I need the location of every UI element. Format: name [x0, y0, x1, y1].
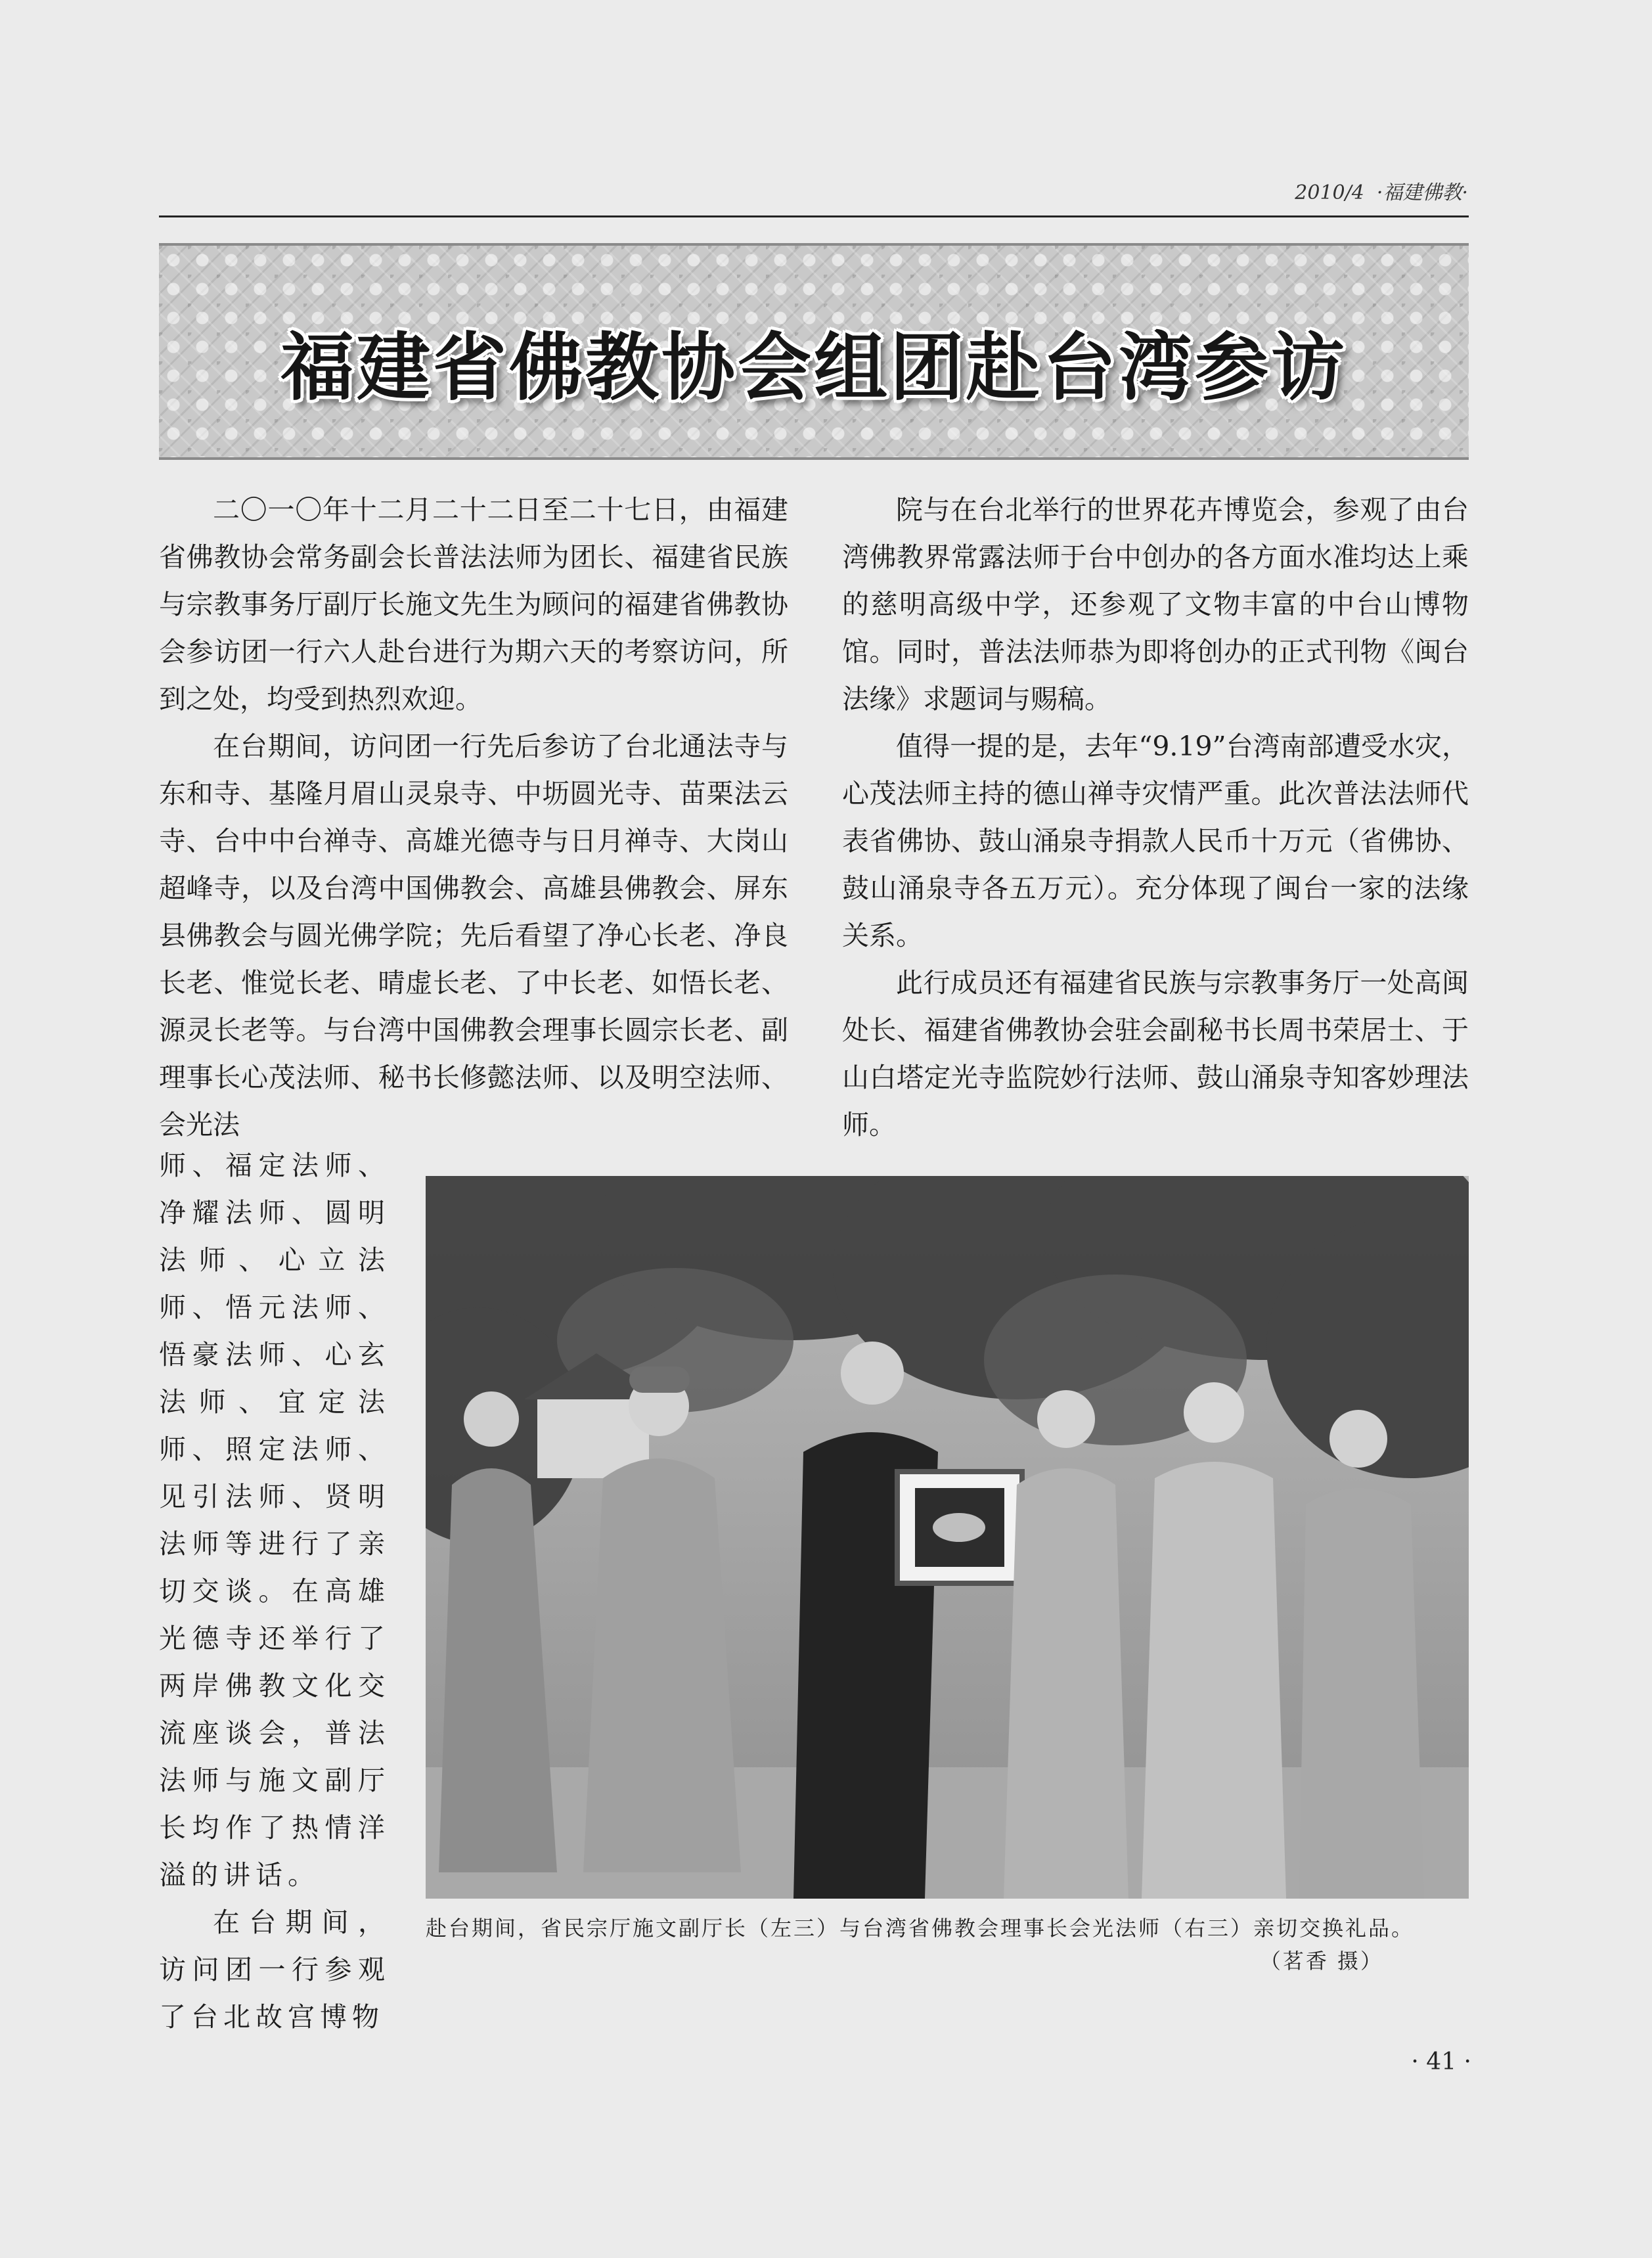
paragraph: 在台期间，访问团一行参观了台北故宫博物: [159, 1907, 390, 2033]
paragraph: 二〇一〇年十二月二十二日至二十七日，由福建省佛教协会常务副会长普法法师为团长、福建省民族与宗教事务厅副厅长施文先生为顾问的福建省佛教协会参访团一行六人赴台进行为期六天的考察访问，所到之处，均受到热烈欢迎。: [159, 494, 788, 715]
framed-gift: [897, 1472, 1022, 1583]
paragraph: 院与在台北举行的世界花卉博览会，参观了由台湾佛教界常露法师于台中创办的各方面水准均达上乘的慈明高级中学，还参观了文物丰富的中台山博物馆。同时，普法法师恭为即将创办的正式刊物《闽台法缘》求题词与赐稿。: [842, 494, 1469, 715]
issue-number: 2010/4: [1295, 181, 1364, 204]
photo-credit: （茗香 摄）: [1259, 1949, 1383, 1974]
photo-illustration: [426, 1176, 1469, 1899]
running-header: [1182, 176, 1468, 205]
paragraph: 师、福定法师、净耀法师、圆明法师、心立法师、悟元法师、悟豪法师、心玄法师、宜定法师、照定法师、见引法师、贤明法师等进行了亲切交谈。在高雄光德寺还举行了两岸佛教文化交流座谈会，普法法师与施文副厅长均作了热情洋溢的讲话。: [159, 1150, 390, 1891]
journal-name: ·福建佛教·: [1376, 181, 1468, 204]
article-title: 福建省佛教协会组团赴台湾参访: [280, 325, 1347, 411]
body-column-left: [159, 486, 788, 1148]
paragraph: 在台期间，访问团一行先后参访了台北通法寺与东和寺、基隆月眉山灵泉寺、中坜圆光寺、苗栗法云寺、台中中台禅寺、高雄光德寺与日月禅寺、大岗山超峰寺，以及台湾中国佛教会、高雄县佛教会、屏东县佛教会与圆光佛学院；先后看望了净心长老、净良长老、惟觉长老、晴虚长老、了中长老、如悟长老、源灵长老等。与台湾中国佛教会理事长圆宗长老、副理事长心茂法师、秘书长修懿法师、以及明空法师、会光法: [159, 731, 788, 1140]
header-rule: [159, 215, 1469, 217]
photo-caption: [426, 1912, 1469, 1977]
caption-text: 赴台期间，省民宗厅施文副厅长（左三）与台湾省佛教会理事长会光法师（右三）亲切交换礼品。: [426, 1916, 1415, 1941]
page-number: · 41 ·: [1411, 2048, 1471, 2075]
paragraph: 此行成员还有福建省民族与宗教事务厅一处高闽处长、福建省佛教协会驻会副秘书长周书荣居士、于山白塔定光寺监院妙行法师、鼓山涌泉寺知客妙理法师。: [842, 967, 1469, 1140]
body-column-narrow: [159, 1142, 390, 2041]
paragraph: 值得一提的是，去年“9.19”台湾南部遭受水灾，心茂法师主持的德山禅寺灾情严重。此次普法法师代表省佛协、鼓山涌泉寺捐款人民币十万元（省佛协、鼓山涌泉寺各五万元）。充分体现了闽台一家的法缘关系。: [842, 731, 1469, 951]
group-photo: [426, 1176, 1469, 1899]
body-column-right: [842, 486, 1469, 1148]
